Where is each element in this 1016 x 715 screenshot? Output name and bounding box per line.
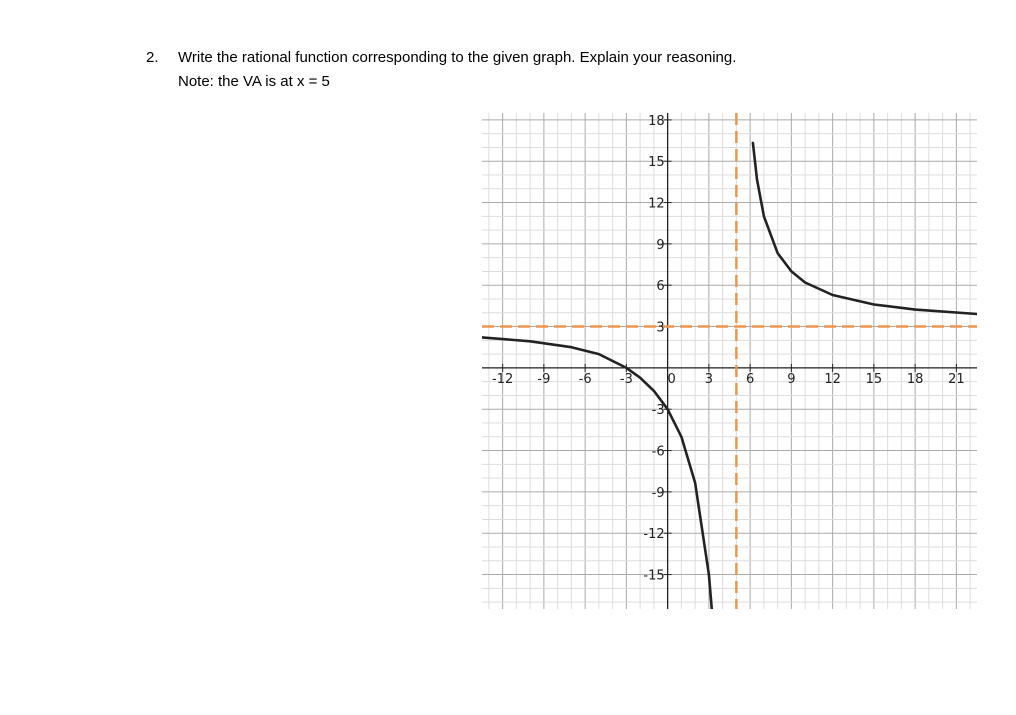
x-tick-label: 12 [824, 371, 841, 387]
y-tick-label: -6 [651, 444, 665, 460]
question-note: Note: the VA is at x = 5 [178, 73, 330, 90]
x-tick-label: 18 [906, 371, 924, 387]
x-tick-label: 21 [948, 371, 965, 387]
x-tick-label: -6 [578, 371, 592, 387]
x-tick-label: -9 [537, 371, 551, 387]
x-tick-label: -12 [492, 371, 514, 387]
y-tick-label: -3 [651, 403, 665, 419]
x-tick-label: -3 [619, 371, 633, 387]
y-tick-label: 12 [648, 196, 665, 212]
y-tick-label: 3 [656, 320, 665, 336]
x-tick-label: 3 [704, 371, 714, 387]
curve-right-branch [753, 143, 977, 314]
y-tick-label: -9 [651, 485, 665, 501]
x-tick-label: 6 [745, 371, 755, 387]
question-prompt: Write the rational function corresponding to the given graph. Explain your reasoning. [178, 49, 737, 66]
y-tick-label: -12 [643, 527, 665, 543]
y-tick-label: 15 [648, 155, 665, 171]
grid-lines [482, 113, 977, 609]
x-tick-label: 9 [787, 371, 796, 387]
x-tick-label: 15 [865, 371, 883, 387]
y-tick-label: 6 [656, 279, 665, 295]
y-tick-label: 9 [656, 237, 665, 253]
x-tick-label: 0 [667, 371, 676, 387]
asymptotes [482, 113, 977, 609]
tick-labels [492, 114, 965, 584]
curves [482, 143, 977, 657]
y-tick-label: 18 [648, 113, 665, 129]
question-number: 2. [146, 49, 159, 66]
y-tick-label: -15 [643, 568, 665, 584]
axes [482, 113, 977, 609]
